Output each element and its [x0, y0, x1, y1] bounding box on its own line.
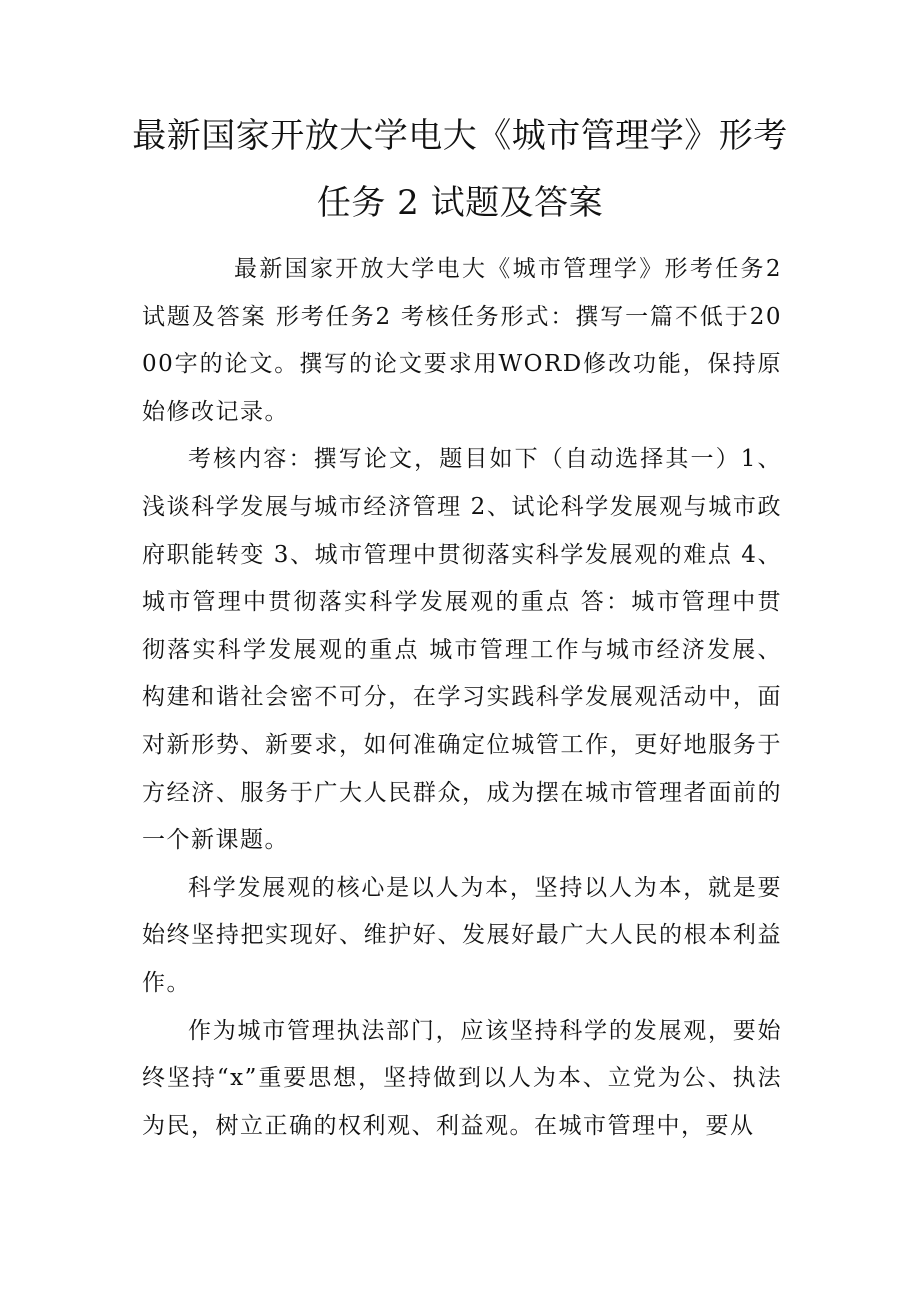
paragraph-intro: 最新国家开放大学电大《城市管理学》形考任务2试题及答案 形考任务2 考核任务形式：撰写一篇不低于2000字的论文。撰写的论文要求用WORD修改功能，保持原始修改记录。: [142, 256, 782, 425]
document-title-line-2: 任务 2 试题及答案: [316, 183, 604, 223]
document-body: [142, 246, 782, 1150]
paragraph-enforcement: 作为城市管理执法部门，应该坚持科学的发展观，要始终坚持“x”重要思想，坚持做到以人为本、立党为公、执法为民，树立正确的权利观、利益观。在城市管理中，要从: [142, 1017, 782, 1139]
paragraph-core-concept: 科学发展观的核心是以人为本，坚持以人为本，就是要始终坚持把实现好、维护好、发展好最广大人民的根本利益作。: [142, 874, 782, 996]
document-title-line-1: 最新国家开放大学电大《城市管理学》形考: [132, 116, 788, 156]
paragraph-assessment-content: 考核内容：撰写论文，题目如下（自动选择其一）1、浅谈科学发展与城市经济管理 2、试论科学发展观与城市政府职能转变 3、城市管理中贯彻落实科学发展观的难点 4、城市管理中贯彻落实科学发展观的重点 答：城市管理中贯彻落实科学发展观的重点 城市管理工作与城市经济发展、构建和谐社会密不可分，在学习实践科学发展观活动中，面对新形势、新要求，如何准确定位城管工作，更好地服务于方经济、服务于广大人民群众，成为摆在城市管理者面前的一个新课题。: [142, 446, 782, 854]
